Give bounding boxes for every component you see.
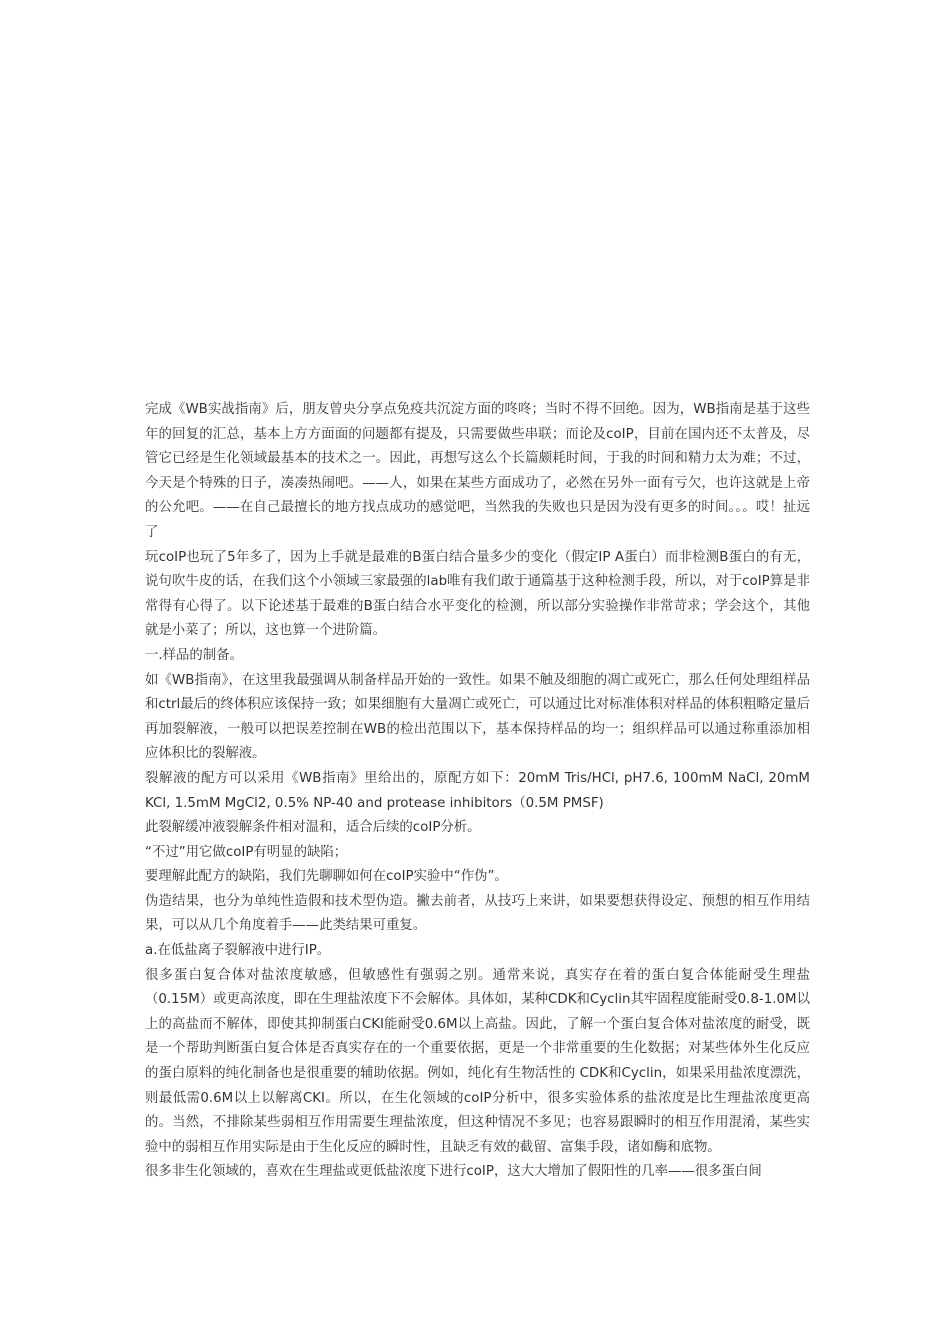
paragraph-non-biochem: 很多非生化领域的，喜欢在生理盐或更低盐浓度下进行coIP，这大大增加了假阳性的几率——很多蛋白间 (145, 1164, 762, 1180)
paragraph-experience: 玩coIP也玩了5年多了，因为上手就是最难的B蛋白结合量多少的变化（假定IP A蛋白）而非检测B蛋白的有无，说句吹牛皮的话，在我们这个小领域三家最强的lab唯有我们敢于通篇基于这种检测手段，所以，对于coIP算是非常得有心得了。以下论述基于最难的B蛋白结合水平变化的检测，所以部分实验操作非常苛求；学会这个，其他就是小菜了；所以，这也算一个进阶篇。 (145, 549, 810, 639)
paragraph-intro: 完成《WB实战指南》后，朋友曾央分享点免疫共沉淀方面的咚咚；当时不得不回绝。因为，WB指南是基于这些年的回复的汇总，基本上方方面面的问题都有提及，只需要做些串联；而论及coIP，目前在国内还不太普及，尽管它已经是生化领域最基本的技术之一。因此，再想写这么个长篇颇耗时间，于我的时间和精力太为难；不过，今天是个特殊的日子，凑凑热闹吧。——人，如果在某些方面成功了，必然在另外一面有亏欠，也许这就是上帝的公允吧。——在自己最擅长的地方找点成功的感觉吧，当然我的失败也只是因为没有更多的时间。。。哎！扯远了 (145, 402, 810, 540)
paragraph-lysis-mild: 此裂解缓冲液裂解条件相对温和，适合后续的coIP分析。 (145, 820, 481, 836)
subheading-low-salt: a.在低盐离子裂解液中进行IP。 (145, 943, 331, 959)
paragraph-fake-types: 伪造结果，也分为单纯性造假和技术型伪造。撇去前者，从技巧上来讲，如果要想获得设定、预想的相互作用结果，可以从几个角度着手——此类结果可重复。 (145, 893, 810, 934)
paragraph-salt-sensitivity: 很多蛋白复合体对盐浓度敏感，但敏感性有强弱之别。通常来说，真实存在着的蛋白复合体能耐受生理盐（0.15M）或更高浓度，即在生理盐浓度下不会解体。具体如，某种CDK和Cyclin其牢固程度能耐受0.8-1.0M以上的高盐而不解体，即使其抑制蛋白CKI能耐受0.6M以上高盐。因此，了解一个蛋白复合体对盐浓度的耐受，既是一个帮助判断蛋白复合体是否真实存在的一个重要依据，更是一个非常重要的生化数据；对某些体外生化反应的蛋白原料的纯化制备也是很重要的辅助依据。例如，纯化有生物活性的 CDK和Cyclin，如果采用盐浓度漂洗，则最低需0.6M以上以解离CKI。所以，在生化领域的coIP分析中，很多实验体系的盐浓度是比生理盐浓度更高的。当然，不排除某些弱相互作用需要生理盐浓度，但这种情况不多见；也容易跟瞬时的相互作用混淆，某些实验中的弱相互作用实际是由于生化反应的瞬时性，且缺乏有效的截留、富集手段，诸如酶和底物。 (145, 967, 810, 1155)
article-body (145, 398, 810, 1185)
paragraph-consistency: 如《WB指南》，在这里我最强调从制备样品开始的一致性。如果不触及细胞的凋亡或死亡，那么任何处理组样品和ctrl最后的终体积应该保持一致；如果细胞有大量凋亡或死亡，可以通过比对标准体积对样品的体积粗略定量后再加裂解液，一般可以把误差控制在WB的检出范围以下，基本保持样品的均一；组织样品可以通过称重添加相应体积比的裂解液。 (145, 672, 810, 762)
section-heading-sample-prep: 一.样品的制备。 (145, 647, 243, 663)
paragraph-fake-intro: 要理解此配方的缺陷，我们先聊聊如何在coIP实验中“作伪”。 (145, 869, 508, 885)
paragraph-lysis-recipe: 裂解液的配方可以采用《WB指南》里给出的，原配方如下：20mM Tris/HCl, pH7.6, 100mM NaCl, 20mM KCl, 1.5mM MgCl2, 0.5% NP-40 and protease inhibitors（0.5M PMSF) (145, 770, 810, 811)
paragraph-defect: “不过”用它做coIP有明显的缺陷； (145, 844, 348, 860)
